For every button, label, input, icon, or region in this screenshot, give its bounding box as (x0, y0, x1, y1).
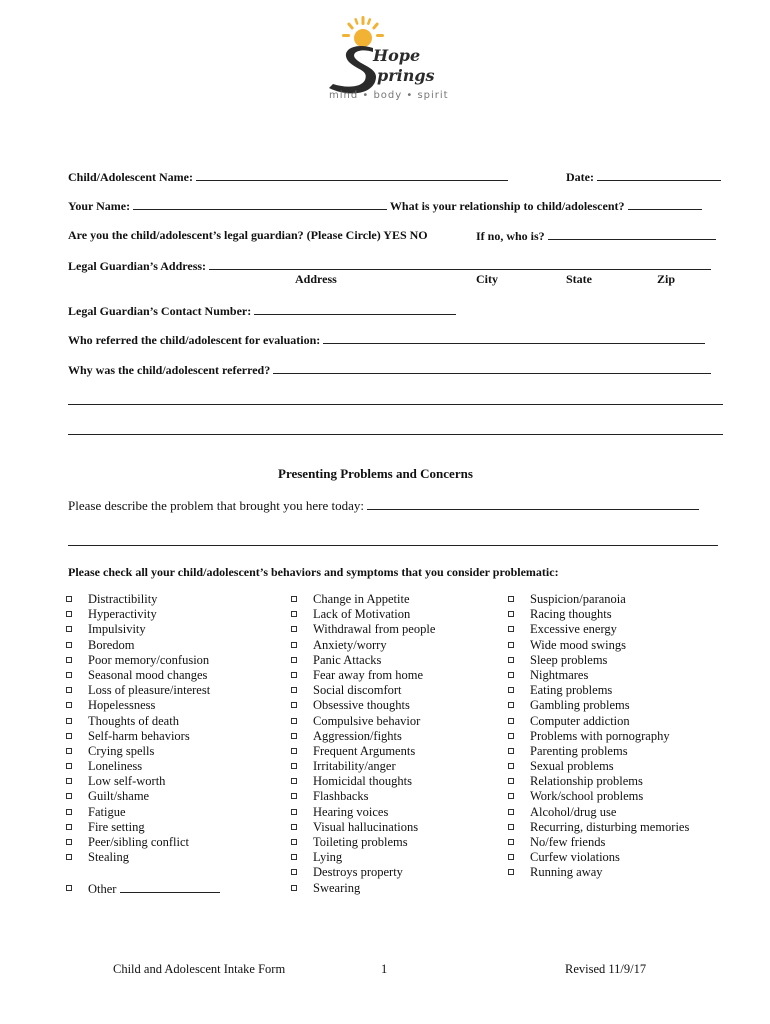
symptom-item[interactable] (66, 622, 220, 637)
date-field[interactable] (597, 169, 721, 181)
checkbox[interactable] (66, 642, 72, 648)
symptom-item[interactable] (66, 805, 220, 820)
symptom-item[interactable] (508, 774, 689, 789)
symptom-column-3 (508, 592, 689, 881)
symptom-item[interactable] (291, 698, 435, 713)
checkbox[interactable] (66, 718, 72, 724)
why-referred-field[interactable] (273, 362, 711, 374)
checkbox[interactable] (291, 642, 297, 648)
describe-label: Please describe the problem that brought you here today: (68, 498, 365, 513)
child-name-label: Child/Adolescent Name: (68, 170, 193, 184)
symptom-label: Parenting problems (530, 743, 628, 758)
checkbox[interactable] (508, 763, 514, 769)
symptom-item[interactable] (291, 714, 435, 729)
symptom-label: Lying (313, 850, 343, 865)
checkbox[interactable] (291, 596, 297, 602)
guardian-contact-label: Legal Guardian’s Contact Number: (68, 304, 252, 318)
symptom-label: Lack of Motivation (313, 607, 411, 622)
checkbox[interactable] (291, 657, 297, 663)
symptom-item[interactable] (291, 744, 435, 759)
why-referred-line-3[interactable] (68, 434, 723, 435)
checkbox[interactable] (66, 733, 72, 739)
symptom-item[interactable] (66, 835, 220, 850)
your-name-row (68, 198, 702, 214)
checkbox[interactable] (508, 687, 514, 693)
symptom-item[interactable] (291, 759, 435, 774)
checkbox[interactable] (508, 733, 514, 739)
symptom-label: Self-harm behaviors (88, 728, 190, 743)
symptom-label: Homicidal thoughts (313, 774, 412, 789)
symptom-label: Running away (530, 865, 603, 880)
symptom-label: Excessive energy (530, 622, 617, 637)
relationship-label: What is your relationship to child/adolescent? (389, 199, 625, 213)
checkbox[interactable] (508, 869, 514, 875)
symptom-item[interactable] (291, 607, 435, 622)
checkbox[interactable] (291, 824, 297, 830)
symptom-item[interactable] (66, 759, 220, 774)
symptom-label: Alcohol/drug use (530, 804, 617, 819)
symptom-column-2 (291, 592, 435, 896)
guardian-address-row (68, 258, 711, 274)
check-prompt: Please check all your child/adolescent’s behaviors and symptoms that you consider problematic: (68, 565, 559, 579)
symptom-item[interactable] (508, 714, 689, 729)
symptom-item[interactable] (66, 638, 220, 653)
child-name-field[interactable] (196, 169, 508, 181)
footer-page-number: 1 (381, 962, 388, 976)
checkbox[interactable] (508, 596, 514, 602)
guardian-address-field[interactable] (209, 258, 711, 270)
symptom-label: Wide mood swings (530, 637, 627, 652)
checkbox[interactable] (508, 626, 514, 632)
symptom-item[interactable] (291, 638, 435, 653)
if-no-field[interactable] (548, 228, 716, 240)
footer-revised: Revised 11/9/17 (565, 962, 647, 976)
describe-field[interactable] (367, 498, 699, 510)
symptom-label: Suspicion/paranoia (530, 592, 626, 606)
symptom-item[interactable] (291, 729, 435, 744)
symptom-label: Seasonal mood changes (88, 667, 208, 682)
symptom-label: Sexual problems (530, 759, 614, 774)
symptom-label: Racing thoughts (530, 607, 612, 622)
checkbox[interactable] (508, 672, 514, 678)
symptom-label: Destroys property (313, 865, 403, 880)
symptom-label: Curfew violations (530, 850, 620, 865)
checkbox[interactable] (66, 611, 72, 617)
symptom-item[interactable] (66, 698, 220, 713)
symptom-item[interactable] (508, 805, 689, 820)
if-no-row (476, 228, 716, 244)
symptom-item[interactable] (508, 744, 689, 759)
checkbox[interactable] (508, 854, 514, 860)
symptom-label: Panic Attacks (313, 652, 382, 667)
symptom-label: Loneliness (88, 759, 143, 774)
checkbox[interactable] (66, 809, 72, 815)
section-heading: Presenting Problems and Concerns (278, 466, 473, 481)
symptom-label: Compulsive behavior (313, 713, 421, 728)
symptom-item[interactable] (291, 865, 435, 880)
symptom-item[interactable] (66, 592, 220, 607)
guardian-contact-row (68, 303, 456, 319)
checkbox[interactable] (66, 763, 72, 769)
symptom-item[interactable] (508, 668, 689, 683)
symptom-item[interactable] (291, 805, 435, 820)
symptom-label: Stealing (88, 850, 129, 865)
logo-word-hope: Hope (373, 46, 421, 65)
symptom-item[interactable] (508, 789, 689, 804)
symptom-item[interactable] (291, 850, 435, 865)
referred-by-field[interactable] (323, 332, 705, 344)
symptom-item[interactable] (508, 729, 689, 744)
symptom-label: Sleep problems (530, 652, 608, 667)
checkbox[interactable] (508, 839, 514, 845)
symptom-item[interactable] (291, 622, 435, 637)
symptom-label: Frequent Arguments (313, 743, 416, 758)
checkbox[interactable] (291, 672, 297, 678)
symptom-item[interactable] (508, 865, 689, 880)
symptom-label: Obsessive thoughts (313, 698, 410, 713)
checkbox[interactable] (291, 748, 297, 754)
symptom-label: Social discomfort (313, 683, 402, 698)
checkbox[interactable] (508, 657, 514, 663)
symptom-label: Peer/sibling conflict (88, 835, 190, 849)
symptom-label: Nightmares (530, 667, 589, 682)
symptom-item[interactable] (291, 668, 435, 683)
symptom-label: Other (88, 881, 117, 896)
symptom-item[interactable] (66, 820, 220, 835)
symptom-item[interactable] (66, 789, 220, 804)
checkbox[interactable] (66, 687, 72, 693)
symptom-item[interactable] (291, 683, 435, 698)
symptom-item[interactable] (66, 729, 220, 744)
symptom-label: Low self-worth (88, 774, 166, 789)
symptom-item[interactable] (66, 714, 220, 729)
checkbox[interactable] (66, 596, 72, 602)
symptom-item[interactable] (291, 881, 435, 896)
referred-by-row (68, 332, 705, 348)
symptom-item[interactable] (291, 789, 435, 804)
checkbox[interactable] (66, 778, 72, 784)
checkbox[interactable] (291, 702, 297, 708)
symptom-item[interactable] (66, 607, 220, 622)
symptom-label: Fatigue (88, 804, 126, 819)
symptom-label: Distractibility (88, 592, 158, 606)
city-sublabel: City (476, 272, 498, 286)
checkbox[interactable] (291, 778, 297, 784)
relationship-field[interactable] (628, 198, 702, 210)
checkbox[interactable] (291, 611, 297, 617)
checkbox[interactable] (291, 763, 297, 769)
checkbox[interactable] (66, 672, 72, 678)
symptom-label: Thoughts of death (88, 713, 179, 728)
checkbox[interactable] (66, 885, 72, 891)
date-label: Date: (566, 170, 594, 184)
checkbox[interactable] (291, 839, 297, 845)
your-name-field[interactable] (133, 198, 387, 210)
symptom-label: Anxiety/worry (313, 637, 387, 652)
checkbox[interactable] (66, 748, 72, 754)
symptom-label: Crying spells (88, 743, 155, 758)
symptom-item[interactable] (508, 698, 689, 713)
checkbox[interactable] (291, 793, 297, 799)
symptom-label: Recurring, disturbing memories (530, 819, 690, 834)
symptom-label: Fire setting (88, 819, 145, 834)
checkbox[interactable] (291, 718, 297, 724)
your-name-label: Your Name: (68, 199, 131, 213)
address-sublabel: Address (295, 272, 337, 286)
symptom-item[interactable] (508, 653, 689, 668)
checkbox[interactable] (508, 824, 514, 830)
checkbox[interactable] (66, 702, 72, 708)
zip-sublabel: Zip (657, 272, 676, 286)
symptom-label: Fear away from home (313, 667, 424, 682)
symptom-label: Poor memory/confusion (88, 652, 210, 667)
symptom-label: Change in Appetite (313, 592, 410, 606)
symptom-item[interactable] (508, 820, 689, 835)
checkbox[interactable] (508, 748, 514, 754)
symptom-item[interactable] (66, 774, 220, 789)
date-row (566, 169, 721, 185)
symptom-label: Guilt/shame (88, 789, 150, 804)
symptom-item[interactable] (66, 881, 220, 896)
symptom-label: Relationship problems (530, 774, 643, 789)
symptom-label: Computer addiction (530, 713, 630, 728)
why-referred-line-2[interactable] (68, 404, 723, 405)
logo-word-springs: prings (377, 66, 435, 85)
symptom-label: Work/school problems (530, 789, 644, 804)
why-referred-label: Why was the child/adolescent referred? (68, 363, 271, 377)
checkbox[interactable] (291, 626, 297, 632)
symptom-label: Problems with pornography (530, 728, 670, 743)
other-field[interactable] (120, 881, 220, 893)
symptom-label: Toileting problems (313, 835, 408, 849)
symptom-item[interactable] (508, 835, 689, 850)
guardian-question[interactable]: Are you the child/adolescent’s legal guardian? (Please Circle) YES NO (68, 228, 428, 242)
symptom-item[interactable] (66, 850, 220, 865)
guardian-address-label: Legal Guardian’s Address: (68, 259, 207, 273)
symptom-label: Boredom (88, 637, 135, 652)
state-sublabel: State (566, 272, 592, 286)
checkbox[interactable] (66, 793, 72, 799)
symptom-column-1 (66, 592, 220, 896)
symptom-label: Impulsivity (88, 622, 146, 637)
spacer (66, 865, 220, 880)
symptom-item[interactable] (508, 759, 689, 774)
checkbox[interactable] (508, 702, 514, 708)
symptom-item[interactable] (291, 820, 435, 835)
checkbox[interactable] (291, 809, 297, 815)
symptom-label: Visual hallucinations (313, 819, 419, 834)
checkbox[interactable] (508, 778, 514, 784)
symptom-label: Hyperactivity (88, 607, 157, 622)
symptom-item[interactable] (508, 607, 689, 622)
symptom-label: Hearing voices (313, 804, 389, 819)
checkbox[interactable] (66, 839, 72, 845)
symptom-label: Hopelessness (88, 698, 156, 713)
symptom-item[interactable] (291, 835, 435, 850)
symptom-item[interactable] (66, 668, 220, 683)
checkbox[interactable] (66, 626, 72, 632)
checkbox[interactable] (66, 824, 72, 830)
symptom-item[interactable] (291, 653, 435, 668)
describe-row (68, 498, 699, 514)
symptom-item[interactable] (508, 683, 689, 698)
checkbox[interactable] (508, 642, 514, 648)
symptom-label: Flashbacks (313, 789, 369, 804)
checkbox[interactable] (291, 869, 297, 875)
checkbox[interactable] (66, 657, 72, 663)
checkbox[interactable] (508, 611, 514, 617)
child-name-row (68, 169, 508, 185)
symptom-item[interactable] (291, 592, 435, 607)
describe-line-2[interactable] (68, 545, 718, 546)
checkbox[interactable] (291, 885, 297, 891)
why-referred-row (68, 362, 711, 378)
hope-springs-logo (325, 12, 450, 104)
symptom-label: Aggression/fights (313, 728, 402, 743)
checkbox[interactable] (291, 854, 297, 860)
symptom-label: Eating problems (530, 683, 613, 698)
checkbox[interactable] (508, 809, 514, 815)
checkbox[interactable] (508, 718, 514, 724)
symptom-item[interactable] (508, 850, 689, 865)
symptom-item[interactable] (291, 774, 435, 789)
symptom-label: Swearing (313, 880, 361, 895)
symptom-item[interactable] (508, 638, 689, 653)
symptom-item[interactable] (508, 592, 689, 607)
if-no-label: If no, who is? (476, 229, 545, 243)
symptom-label: Gambling problems (530, 698, 630, 713)
symptom-label: Irritability/anger (313, 759, 396, 774)
symptom-label: No/few friends (530, 835, 606, 849)
guardian-contact-field[interactable] (254, 303, 456, 315)
referred-by-label: Who referred the child/adolescent for evaluation: (68, 333, 321, 347)
symptom-label: Loss of pleasure/interest (88, 683, 211, 698)
checkbox[interactable] (291, 687, 297, 693)
symptom-item[interactable] (508, 622, 689, 637)
symptom-item[interactable] (66, 653, 220, 668)
logo-tagline: mind • body • spirit (329, 90, 449, 101)
checkbox[interactable] (66, 854, 72, 860)
symptom-item[interactable] (66, 744, 220, 759)
footer-form-title: Child and Adolescent Intake Form (113, 962, 286, 976)
symptom-label: Withdrawal from people (313, 622, 436, 637)
symptom-item[interactable] (66, 683, 220, 698)
checkbox[interactable] (291, 733, 297, 739)
checkbox[interactable] (508, 793, 514, 799)
